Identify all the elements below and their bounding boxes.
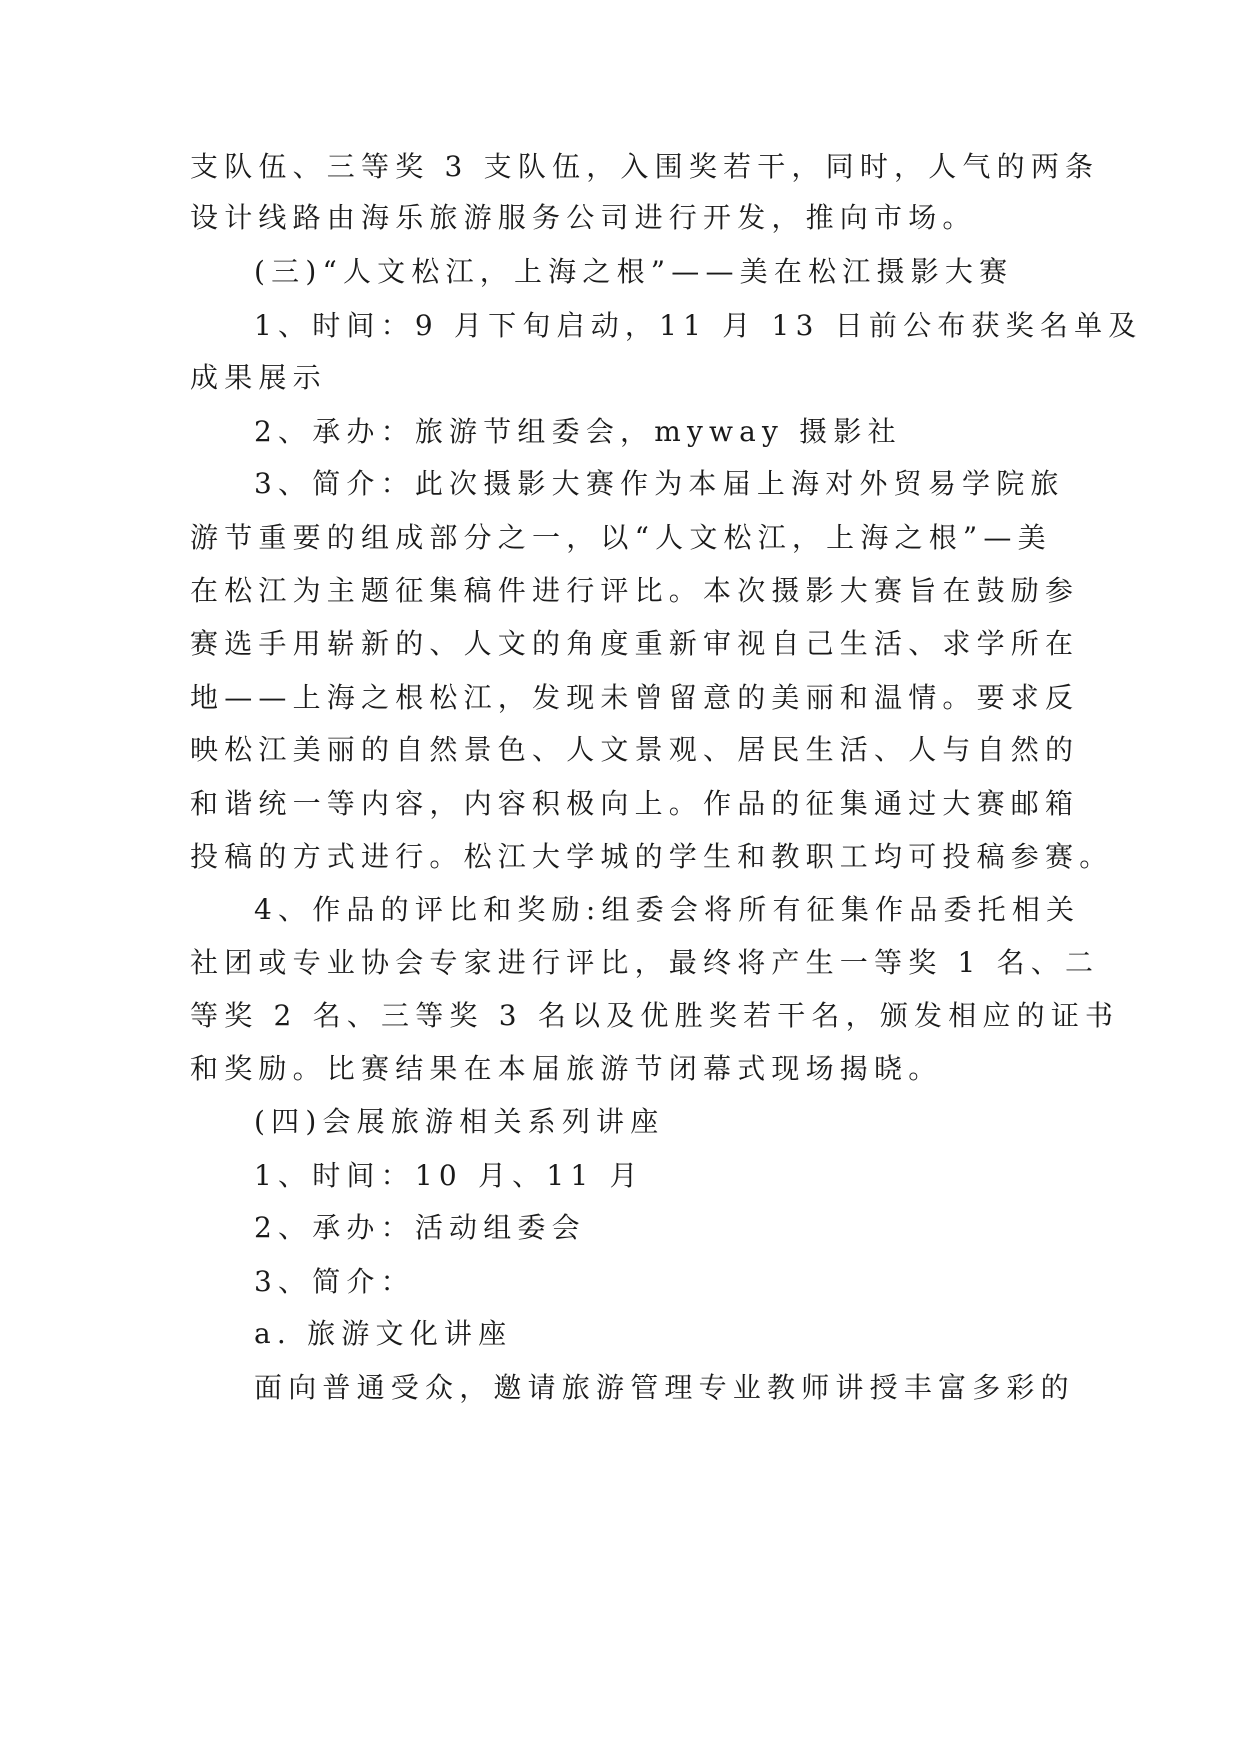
section-heading: (四)会展旅游相关系列讲座 xyxy=(254,1105,665,1138)
paragraph-line: 投稿的方式进行。松江大学城的学生和教职工均可投稿参赛。 xyxy=(190,840,1114,873)
paragraph-line: 设计线路由海乐旅游服务公司进行开发，推向市场。 xyxy=(190,201,977,234)
paragraph-line: 支队伍、三等奖 3 支队伍，入围奖若干，同时，人气的两条 xyxy=(190,150,1100,183)
paragraph-line: 和奖励。比赛结果在本届旅游节闭幕式现场揭晓。 xyxy=(190,1052,943,1085)
paragraph-line: a. 旅游文化讲座 xyxy=(254,1317,513,1350)
paragraph-line: 1、时间：10 月、11 月 xyxy=(254,1159,644,1192)
paragraph-line: 2、承办：旅游节组委会，myway 摄影社 xyxy=(254,415,902,448)
paragraph-line: 3、简介： xyxy=(254,1265,415,1298)
paragraph-line: 成果展示 xyxy=(190,361,327,394)
paragraph-line: 2、承办：活动组委会 xyxy=(254,1211,586,1244)
paragraph-line: 和谐统一等内容，内容积极向上。作品的征集通过大赛邮箱 xyxy=(190,787,1080,820)
paragraph-line: 3、简介：此次摄影大赛作为本届上海对外贸易学院旅 xyxy=(254,467,1065,500)
paragraph-line: 地——上海之根松江，发现未曾留意的美丽和温情。要求反 xyxy=(190,681,1080,714)
paragraph-line: 社团或专业协会专家进行评比，最终将产生一等奖 1 名、二 xyxy=(190,946,1100,979)
paragraph-line: 赛选手用崭新的、人文的角度重新审视自己生活、求学所在 xyxy=(190,627,1080,660)
paragraph-line: 4、作品的评比和奖励:组委会将所有征集作品委托相关 xyxy=(254,893,1081,926)
paragraph-line: 游节重要的组成部分之一，以“人文松江，上海之根”—美 xyxy=(190,521,1052,554)
paragraph-line: 在松江为主题征集稿件进行评比。本次摄影大赛旨在鼓励参 xyxy=(190,574,1080,607)
paragraph-line: 映松江美丽的自然景色、人文景观、居民生活、人与自然的 xyxy=(190,733,1080,766)
paragraph-line: 1、时间：9 月下旬启动，11 月 13 日前公布获奖名单及 xyxy=(254,309,1143,342)
paragraph-line: 面向普通受众，邀请旅游管理专业教师讲授丰富多彩的 xyxy=(254,1371,1075,1404)
paragraph-line: 等奖 2 名、三等奖 3 名以及优胜奖若干名，颁发相应的证书 xyxy=(190,999,1120,1032)
section-heading: (三)“人文松江，上海之根”——美在松江摄影大赛 xyxy=(254,255,1014,288)
